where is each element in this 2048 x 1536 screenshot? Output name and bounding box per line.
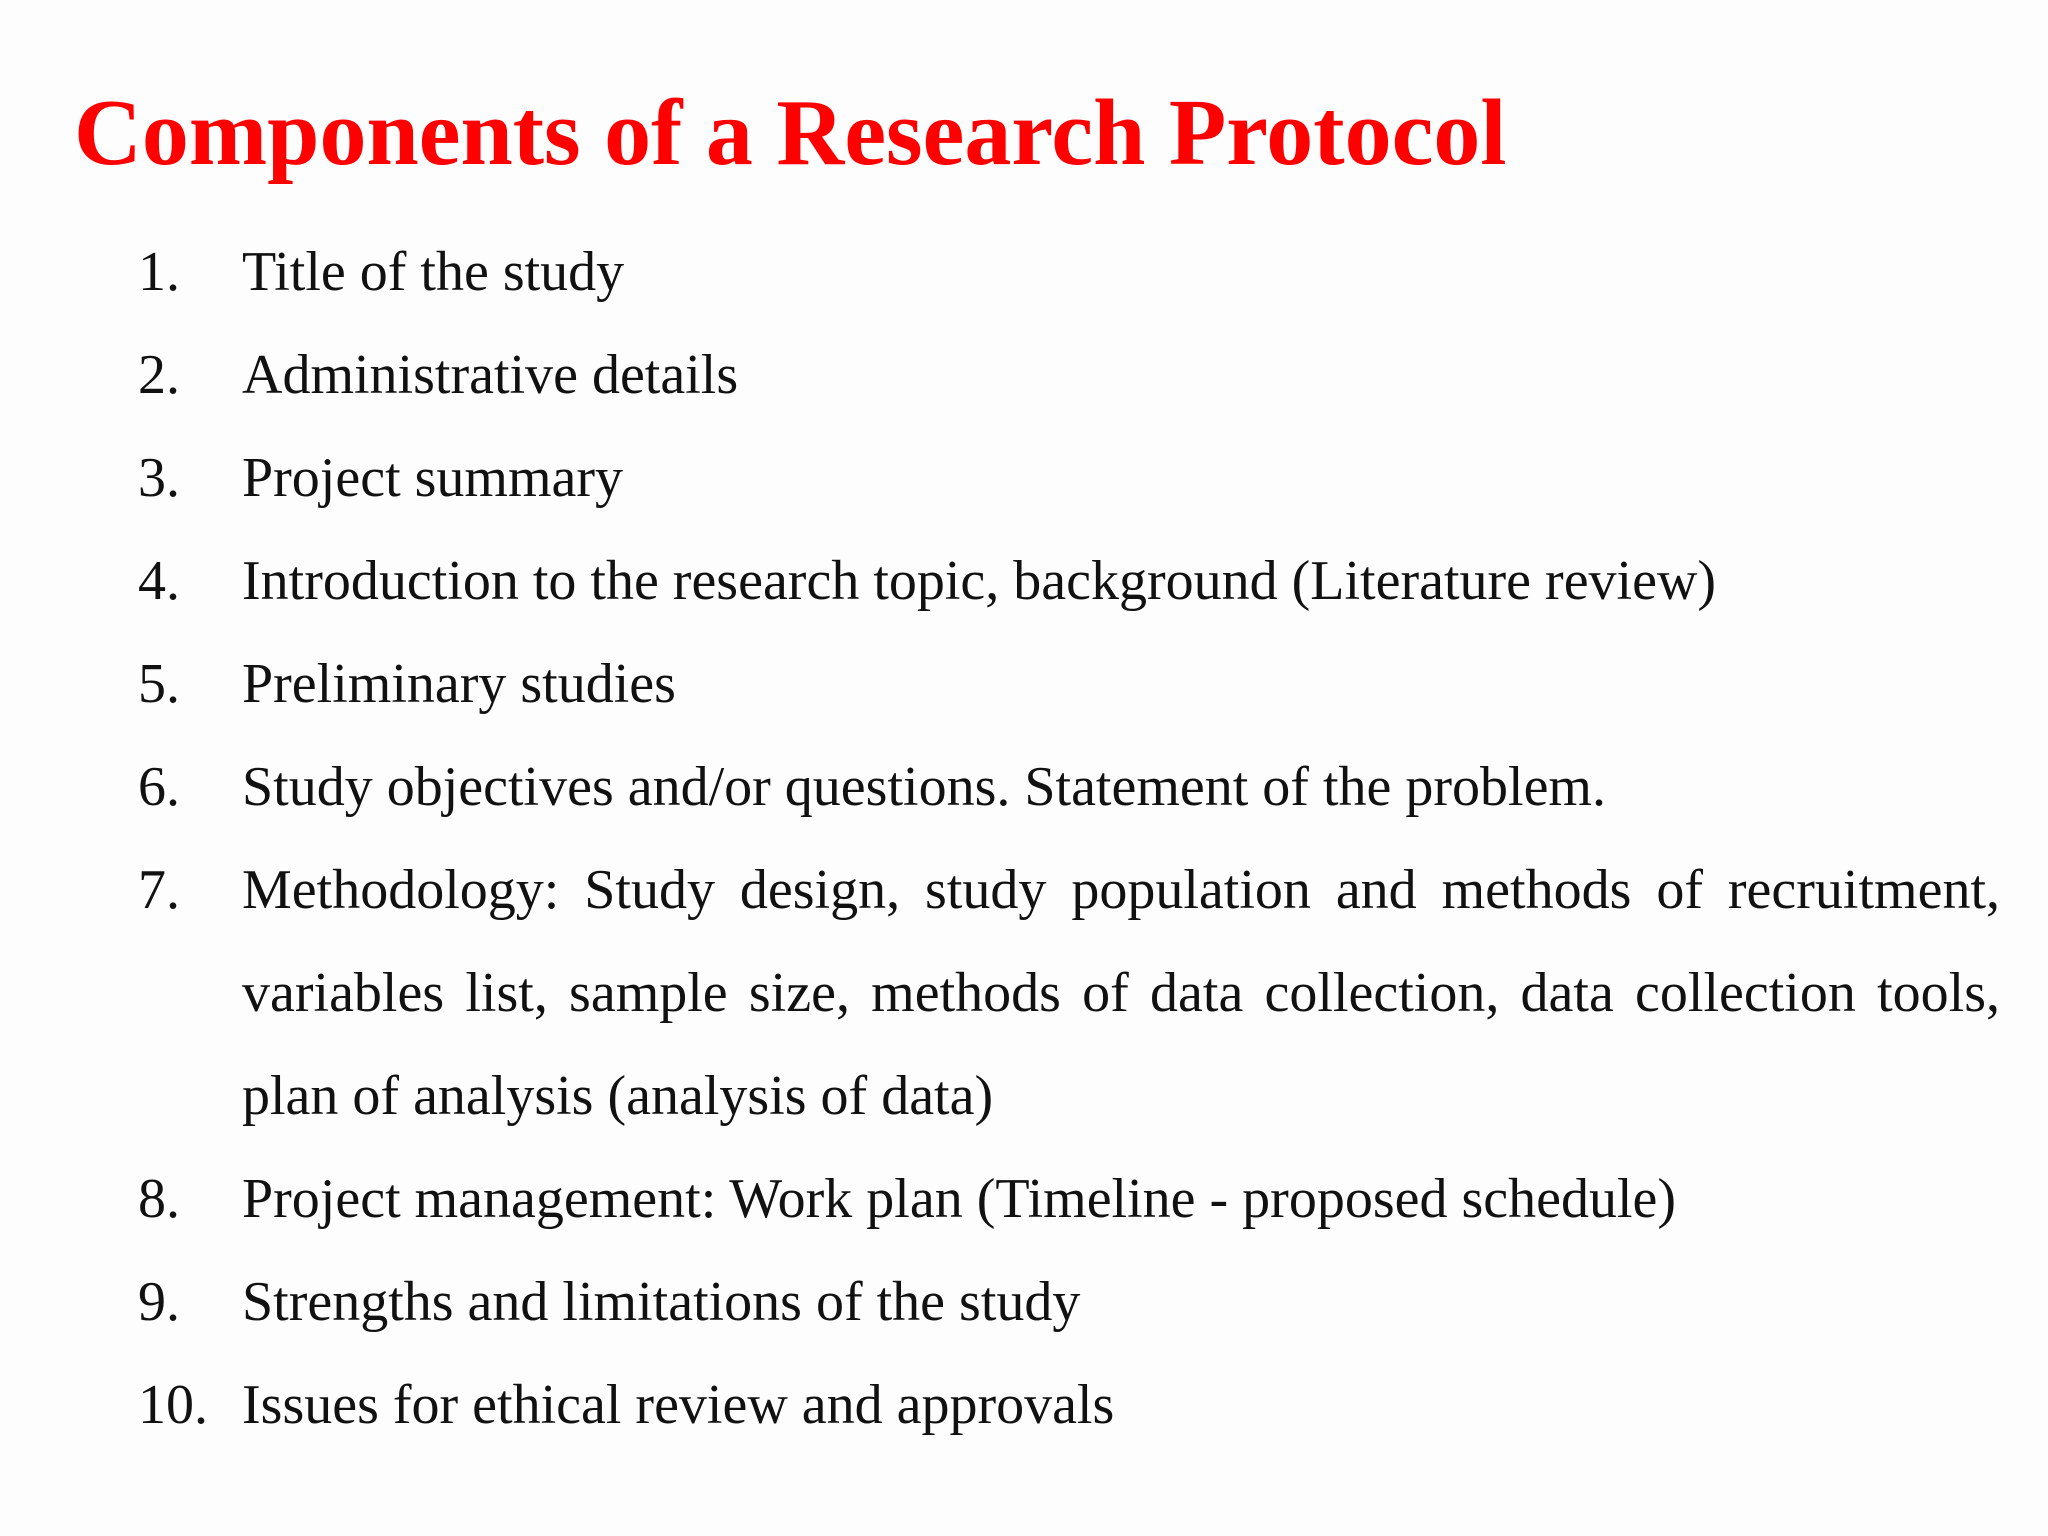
list-item-text: Preliminary studies <box>242 653 676 715</box>
list-item-text: Issues for ethical review and approvals <box>242 1374 1115 1436</box>
list-item-text: Introduction to the research topic, background (Literature review) <box>242 550 1717 612</box>
list-item-preliminary-studies <box>138 633 2000 736</box>
protocol-components-list <box>138 221 2000 1457</box>
list-item-introduction <box>138 530 2000 633</box>
list-item-text: Study objectives and/or questions. Statement of the problem. <box>242 756 1606 818</box>
list-item-text: Project summary <box>242 447 624 509</box>
list-item-title-of-study <box>138 221 2000 324</box>
list-item-number: 1. <box>138 241 180 303</box>
list-item-text: Strengths and limitations of the study <box>242 1271 1081 1333</box>
list-item-text: Title of the study <box>242 241 625 303</box>
list-item-ethical-review <box>138 1354 2000 1457</box>
list-item-project-summary <box>138 427 2000 530</box>
list-item-text: Administrative details <box>242 344 739 406</box>
list-item-number: 4. <box>138 550 180 612</box>
list-item-number: 7. <box>138 859 180 921</box>
list-item-methodology <box>138 839 2000 1148</box>
list-item-strengths-limitations <box>138 1251 2000 1354</box>
list-item-number: 3. <box>138 447 180 509</box>
list-item-text: Methodology: Study design, study population and methods of recruitment, variables list, sample size, methods of data collection, data collection tools, plan of analysis (analysis of data) <box>242 859 2000 1127</box>
list-item-text: Project management: Work plan (Timeline - proposed schedule) <box>242 1168 1677 1230</box>
list-item-study-objectives <box>138 736 2000 839</box>
list-item-number: 9. <box>138 1271 180 1333</box>
list-item-number: 10. <box>138 1374 208 1436</box>
list-item-number: 8. <box>138 1168 180 1230</box>
list-item-number: 2. <box>138 344 180 406</box>
list-item-administrative-details <box>138 324 2000 427</box>
list-item-number: 6. <box>138 756 180 818</box>
slide-title: Components of a Research Protocol <box>74 81 1507 185</box>
list-item-project-management <box>138 1148 2000 1251</box>
list-item-number: 5. <box>138 653 180 715</box>
